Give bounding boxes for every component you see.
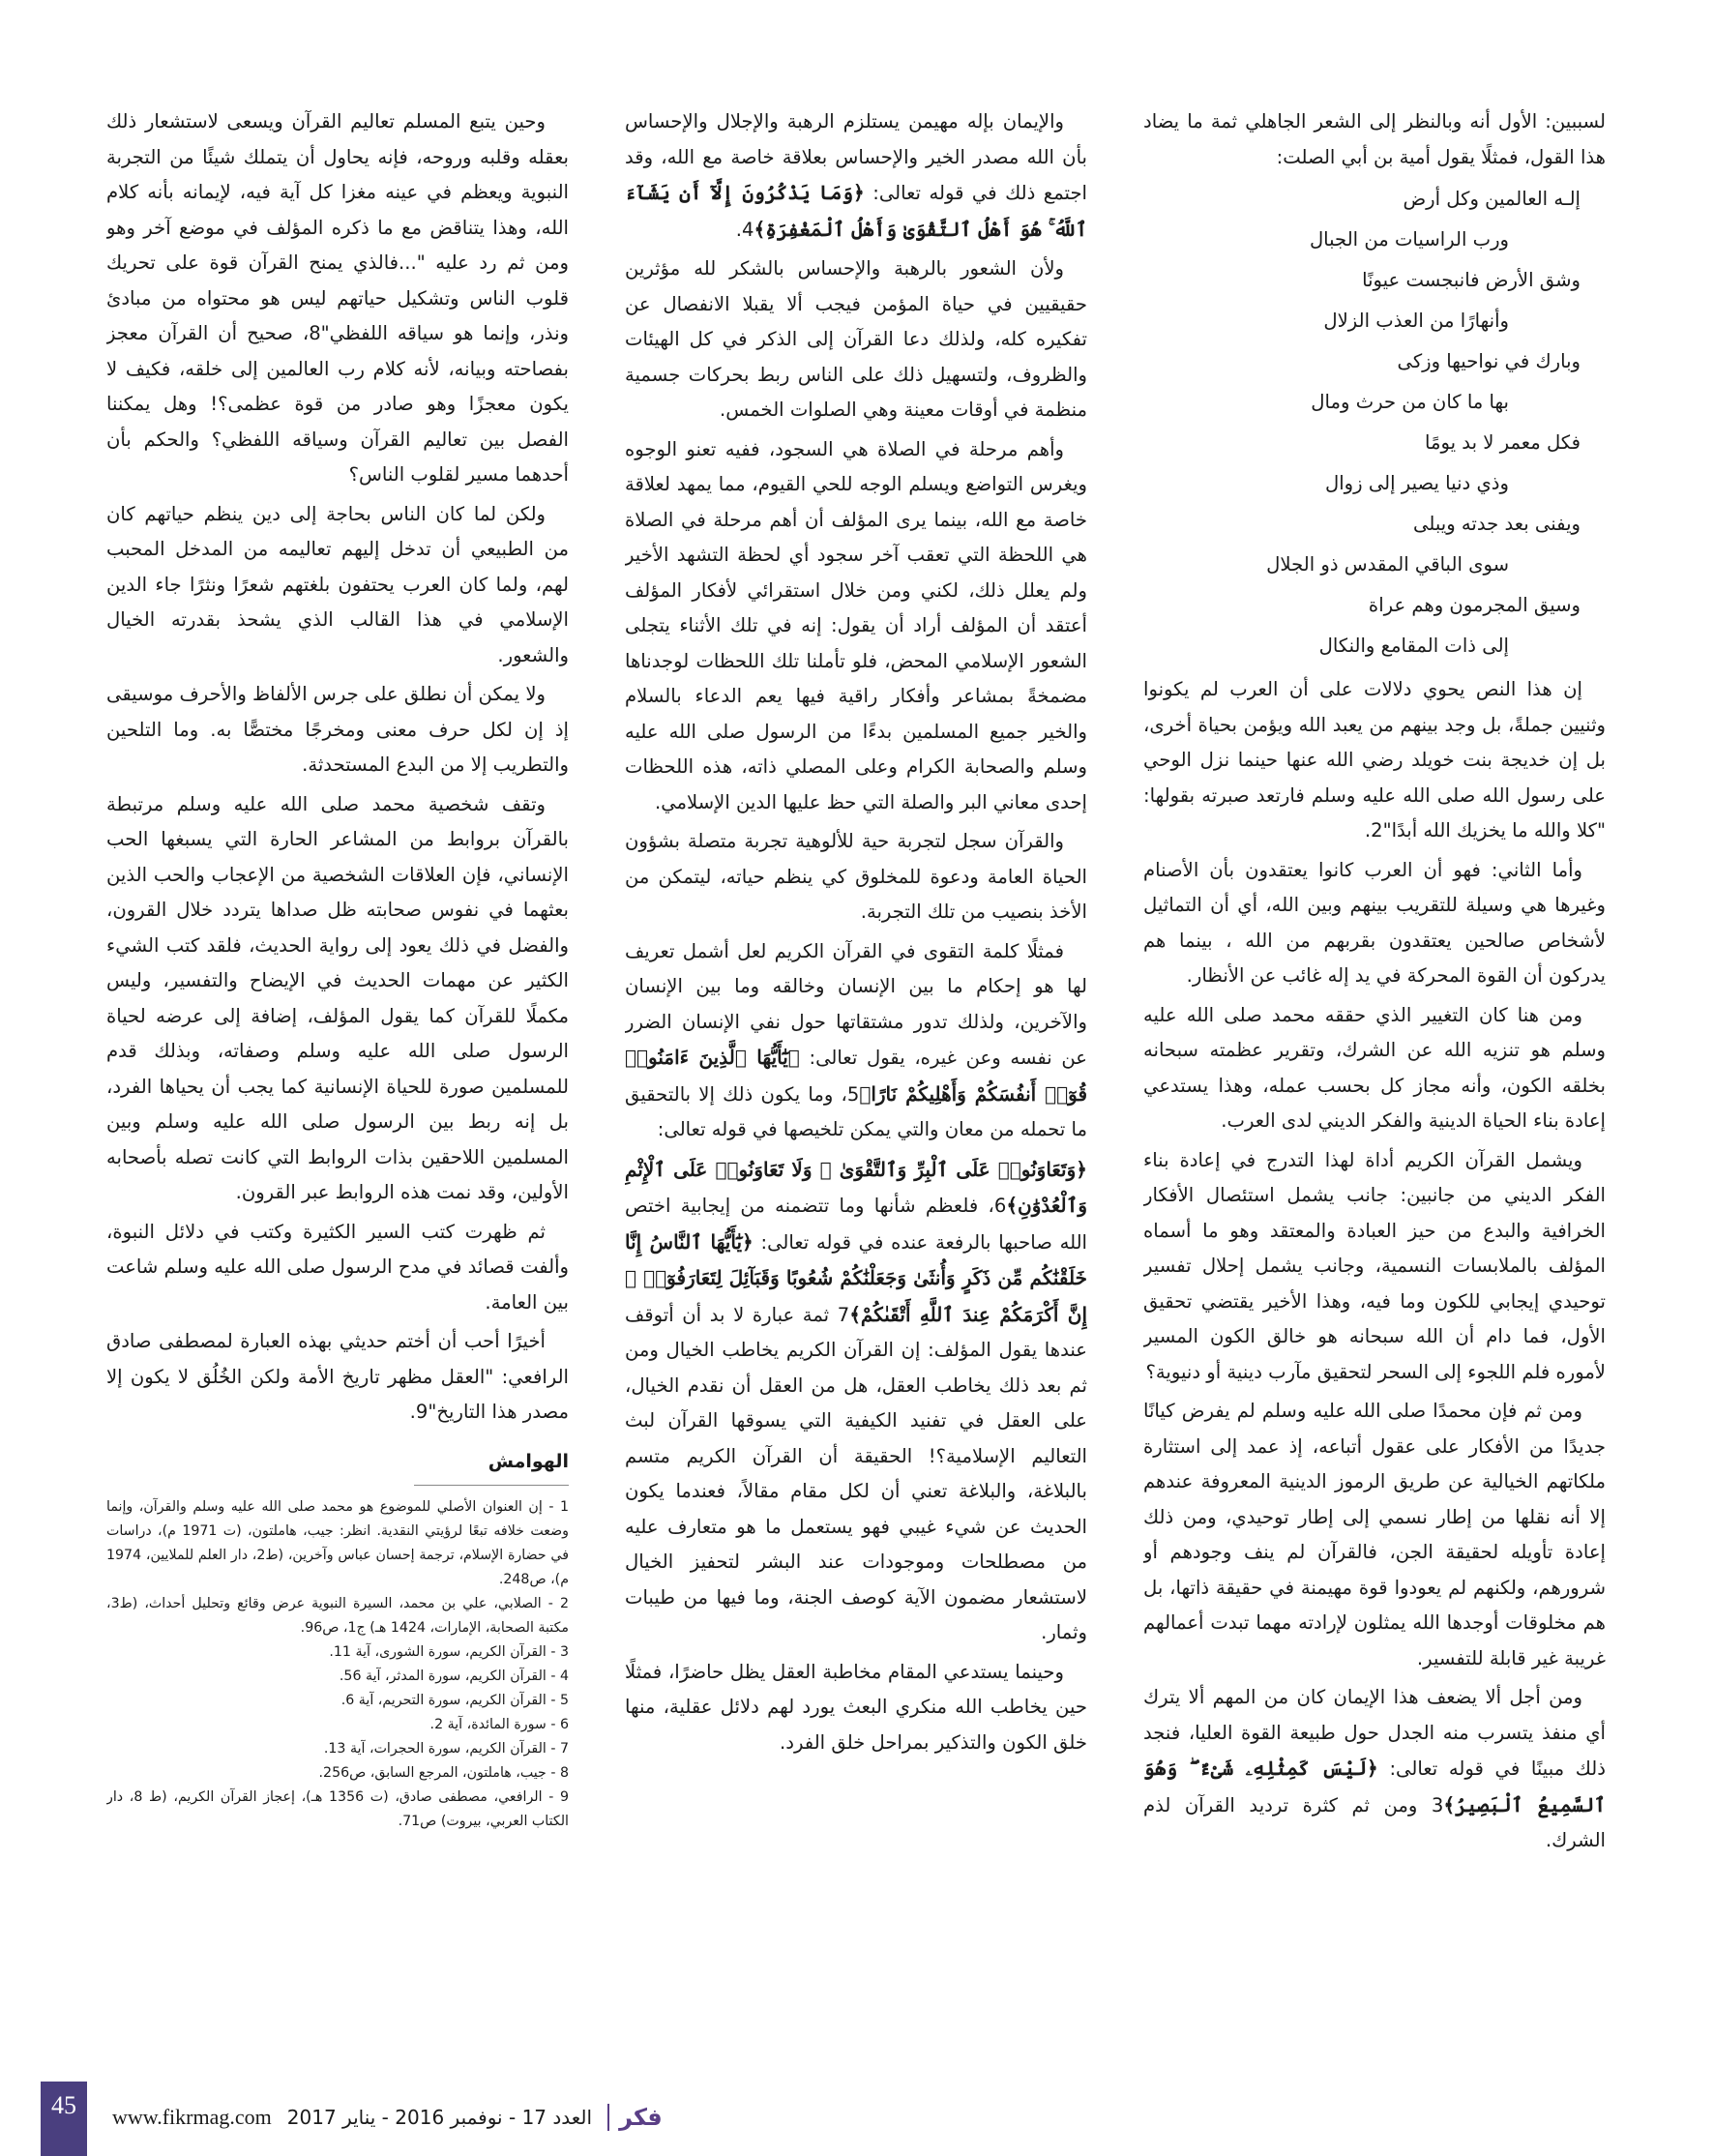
paragraph: ومن ثم فإن محمدًا صلى الله عليه وسلم لم يفرض كيانًا جديدًا من الأفكار على عقول أتباعه، إذ عمد إلى استثارة ملكاتهم الخيالية عن طريق الرموز الدينية المعروفة عندهم إلا أنه نقلها من إطار نسمي إلى إطار توحيدي، ومن ذلك إعادة تأويله لحقيقة الجن، فالقرآن لم ينف وجودهم أو شرورهم، ولكنهم لم يعودوا قوة مهيمنة في حقيقة ذاتها، بل هم مخلوقات أوجدها الله يمثلون لإرادته مهما تبدت أعمالهم غريبة غير قابلة للتفسير. xyxy=(1143,1400,1606,1669)
page-number: 45 xyxy=(51,2091,76,2119)
quran-verse: ﴿لَيْسَ كَمِثْلِهِۦ شَىْءٌ ۖ وَهُوَ ٱلسَّمِيعُ ٱلْبَصِيرُ﴾ xyxy=(1143,1757,1606,1816)
website-link[interactable]: www.fikrmag.com xyxy=(112,2105,272,2129)
poem-line: إلى ذات المقامع والنكال xyxy=(1318,635,1509,657)
footnote: 6 - سورة المائدة، آية 2. xyxy=(429,1717,569,1732)
article-columns xyxy=(106,104,1606,2049)
paragraph xyxy=(625,934,1087,1148)
paragraph: وتقف شخصية محمد صلى الله عليه وسلم مرتبطة بالقرآن بروابط من المشاعر الحارة التي يسبغها الحب الإنساني، فإن العلاقات الشخصية من الإعجاب والحب الذين بعثهما في نفوس صحابته ظل صداها يتردد خلال القرون، والفضل في ذلك يعود إلى رواية الحديث، فلقد كتب الشيء الكثير عن مهمات الحديث في الإيضاح والتفسير، وليس مكملًا للقرآن كما يقول المؤلف، إضافة إلى عرضه لحياة الرسول صلى الله عليه وسلم وصفاته، وبذلك قدم للمسلمين صورة للحياة الإنسانية كما يجب أن يحياها الفرد، بل إنه ربط بين الرسول صلى الله عليه وسلم وبين المسلمين اللاحقين بذات الروابط التي كانت تصله بأصحابه الأولين، وقد نمت هذه الروابط عبر القرون. xyxy=(106,792,569,1203)
footnote: 8 - جيب، هاملتون، المرجع السابق، ص256. xyxy=(318,1765,569,1781)
paragraph: ولا يمكن أن نطلق على جرس الألفاظ والأحرف موسيقى إذ إن لكل حرف معنى ومخرجًا مختصًّا به. وما التلحين والتطريب إلا من البدع المستحدثة. xyxy=(106,683,569,776)
paragraph xyxy=(1143,1680,1606,1859)
poem-line: فكل معمر لا بد يومًا xyxy=(1425,431,1581,454)
footnotes xyxy=(106,1495,569,1834)
poem-line: وذي دنيا يصير إلى زوال xyxy=(1324,472,1509,494)
text: 3 ومن ثم كثرة ترديد القرآن لذم الشرك. xyxy=(1143,1793,1606,1851)
column-right xyxy=(1143,104,1606,2049)
text: 6، فلعظم شأنها وما تتضمنه من إيجابية اختص الله صاحبها بالرفعة عنده في قوله تعالى: xyxy=(625,1195,1087,1254)
paragraph: ويشمل القرآن الكريم أداة لهذا التدرج في إعادة بناء الفكر الديني من جانبين: جانب يشمل استئصال الأفكار الخرافية والبدع من حيز العبادة والمعتقد وهو ما أسماه المؤلف بالملابسات النسمية، وجانب يشمل إحلال تفسير توحيدي إيجابي للكون وما فيه، وهذا الأخير يقتضي تحقيق الأول، فما دام أن الله سبحانه هو خالق الكون المسير لأموره فلم اللجوء إلى السحر لتحقيق مآرب دينية أو دنيوية؟ xyxy=(1143,1148,1606,1383)
footnote: 9 - الرافعي، مصطفى صادق، (ت 1356 هـ)، إعجاز القرآن الكريم، (ط 8، دار الكتاب العربي، بيروت) ص71. xyxy=(106,1789,569,1829)
quran-verse: ﴿وَتَعَاوَنُوا۟ عَلَى ٱلْبِرِّ وَٱلتَّقْوَىٰ ۖ وَلَا تَعَاوَنُوا۟ عَلَى ٱلْإِثْمِ وَٱلْعُدْوَٰنِ﴾ xyxy=(625,1157,1087,1217)
text: 4. xyxy=(735,218,754,241)
footnote: 3 - القرآن الكريم، سورة الشورى، آية 11. xyxy=(329,1644,569,1660)
poem-line: إلـه العالمين وكل أرض xyxy=(1403,188,1581,210)
paragraph xyxy=(625,1152,1087,1651)
paragraph: ومن هنا كان التغيير الذي حققه محمد صلى الله عليه وسلم هو تنزيه الله عن الشرك، وتقرير عظمته سبحانه بخلقه الكون، وأنه مجاز كل بحسب عمله، وهذا يستدعي إعادة بناء الحياة الدينية والفكر الديني لدى العرب. xyxy=(1143,1003,1606,1132)
poem-line: سوى الباقي المقدس ذو الجلال xyxy=(1266,553,1509,576)
poem-line: وبارك في نواحيها وزكى xyxy=(1397,350,1581,372)
text: 5، وما يكون ذلك إلا بالتحقيق ما تحمله من معان والتي يمكن تلخيصها في قوله تعالى: xyxy=(625,1082,1087,1140)
column-left xyxy=(106,104,569,2049)
paragraph: وحينما يستدعي المقام مخاطبة العقل يظل حاضرًا، فمثلًا حين يخاطب الله منكري البعث يورد لهم دلائل عقلية، منها خلق الكون والتذكير بمراحل خلق الفرد. xyxy=(625,1660,1087,1754)
footnote: 4 - القرآن الكريم، سورة المدثر، آية 56. xyxy=(339,1669,569,1684)
footnote: 5 - القرآن الكريم، سورة التحريم، آية 6. xyxy=(340,1693,569,1708)
paragraph: ولكن لما كان الناس بحاجة إلى دين ينظم حياتهم كان من الطبيعي أن تدخل إليهم تعاليمه من المدخل المحبب لهم، ولما كان العرب يحتفون بلغتهم شعرًا ونثرًا جاء الدين الإسلامي في هذا القالب الذي يشحذ بقدرته الخيال والشعور. xyxy=(106,502,569,666)
paragraph: وحين يتبع المسلم تعاليم القرآن ويسعى لاستشعار ذلك بعقله وقلبه وروحه، فإنه يحاول أن يتملك شيئًا من التجربة النبوية ويعظم في عينه مغزا كل آية فيه، لإيمانه بأنه كلام الله، وهذا يتناقض مع ما ذكره المؤلف في موضع آخر وهو ومن ثم رد عليه "...فالذي يمنح القرآن قوة على تحريك قلوب الناس وتشكيل حياتهم ليس هو محتواه من مبادئ ونذر، وإنما هو سياقه اللفظي"8، صحيح أن القرآن معجز بفصاحته وبيانه، لأنه كلام رب العالمين إلى خلقه، فكيف لا يكون معجزًا وهو صادر من قوة عظمى؟! وهل يمكننا الفصل بين تعاليم القرآن وسياقه اللفظي؟ والحكم بأن أحدهما مسير لقلوب الناس؟ xyxy=(106,110,569,486)
issue-info: العدد 17 - نوفمبر 2016 - يناير 2017 xyxy=(286,2106,593,2129)
paragraph: ولأن الشعور بالرهبة والإحساس بالشكر لله مؤثرين حقيقيين في حياة المؤمن فيجب ألا يقبلا الانفصال عن تفكيره كله، ولذلك دعا القرآن إلى الذكر في كل الهيئات والظروف، ولتسهيل ذلك على الناس ربط بحركات جسمية منظمة في أوقات معينة وهي الصلوات الخمس. xyxy=(625,257,1087,421)
poem-line: وسيق المجرمون وهم عراة xyxy=(1368,594,1581,616)
paragraph: وأما الثاني: فهو أن العرب كانوا يعتقدون بأن الأصنام وغيرها هي وسيلة للتقريب بينهم وبين الله، أي أن التماثيل لأشخاص صالحين يعتقدون بقربهم من الله ، بينما هم يدركون أن القوة المحركة في يد إله غائب عن الأنظار. xyxy=(1143,858,1606,987)
poem xyxy=(1143,179,1606,666)
text: والإيمان بإله مهيمن يستلزم الرهبة والإجلال والإحساس بأن الله مصدر الخير والإحساس بعلاقة خاصة مع الله، وقد اجتمع ذلك في قوله تعالى: xyxy=(625,110,1087,204)
footnote: 7 - القرآن الكريم، سورة الحجرات، آية 13. xyxy=(323,1741,569,1757)
quran-verse: ﴿وَمَا يَذْكُرُونَ إِلَّآ أَن يَشَآءَ ٱللَّهُ ۚ هُوَ أَهْلُ ٱلتَّقْوَىٰ وَأَهْلُ ٱلْمَغْفِرَةِ﴾ xyxy=(625,181,1087,241)
quran-verse: ﴿يَٰٓأَيُّهَا ٱلَّذِينَ ءَامَنُوا۟ قُوٓا۟ أَنفُسَكُمْ وَأَهْلِيكُمْ نَارًا﴾ xyxy=(625,1046,1087,1106)
text: 7 ثمة عبارة لا بد أن أتوقف عندها يقول المؤلف: إن القرآن الكريم يخاطب الخيال ومن ثم بعد ذلك يخاطب العقل، هل من العقل أن نقدم الخيال، على العقل في تفنيد الكيفية التي يسوقها القرآن لبث التعاليم الإسلامية؟! الحقيقة أن القرآن الكريم متسم بالبلاغة، والبلاغة تعني أن لكل مقام مقالاً، فعندما يكون الحديث عن شيء غيبي فهو يستعمل ما هو متعارف عليه من مصطلحات وموجودات عند البشر لتحفيز الخيال لاستشعار مضمون الآية كوصف الجنة، وما فيها من طيبات وثمار. xyxy=(625,1303,1087,1643)
footnote: 1 - إن العنوان الأصلي للموضوع هو محمد صلى الله عليه وسلم والقرآن، وإنما وضعت خلافه تبعًا لرؤيتي النقدية. انظر: جيب، هاملتون، (ت 1971 م)، دراسات في حضارة الإسلام، ترجمة إحسان عباس وآخرين، (ط2، دار العلم للملايين، 1974 م)، ص248. xyxy=(106,1499,569,1587)
text: فمثلًا كلمة التقوى في القرآن الكريم لعل أشمل تعريف لها هو إحكام ما بين الإنسان وخالقه وما بين الإنسان والآخرين، ولذلك تدور مشتقاتها حول نفي الإنسان الضرر عن نفسه وعن غيره، يقول تعالى: xyxy=(625,939,1087,1069)
quran-verse: ﴿يَٰٓأَيُّهَا ٱلنَّاسُ إِنَّا خَلَقْنَٰكُم مِّن ذَكَرٍ وَأُنثَىٰ وَجَعَلْنَٰكُمْ شُعُوبًا وَقَبَآئِلَ لِتَعَارَفُوٓا۟ ۚ إِنَّ أَكْرَمَكُمْ عِندَ ٱللَّهِ أَتْقَىٰكُمْ﴾ xyxy=(625,1229,1087,1326)
poem-line: ورب الراسيات من الجبال xyxy=(1309,228,1509,251)
paragraph: إن هذا النص يحوي دلالات على أن العرب لم يكونوا وثنيين جملةً، بل وجد بينهم من يعبد الله ويؤمن بحياة أخرى، بل إن خديجة بنت خويلد رضي الله عنها حينما نزل الوحي على رسول الله صلى الله عليه وسلم فارتعد صبرته بقولها: "كلا والله ما يخزيك الله أبدًا"2. xyxy=(1143,678,1606,842)
page-footer xyxy=(112,2104,663,2131)
poem-line: ويفنى بعد جدته ويبلى xyxy=(1413,513,1581,535)
paragraph: لسببين: الأول أنه وبالنظر إلى الشعر الجاهلي ثمة ما يضاد هذا القول، فمثلًا يقول أمية بن أبي الصلت: xyxy=(1143,110,1606,168)
magazine-logo: فكر xyxy=(607,2104,663,2131)
column-middle xyxy=(625,104,1087,2049)
footnote: 2 - الصلابي، علي بن محمد، السيرة النبوية عرض وقائع وتحليل أحداث، (ط3، مكتبة الصحابة، الإمارات، 1424 هـ) ج1، ص96. xyxy=(106,1596,569,1636)
poem-line: وأنهارًا من العذب الزلال xyxy=(1323,310,1509,332)
footnotes-title: الهوامش xyxy=(414,1444,569,1487)
text: ومن أجل ألا يضعف هذا الإيمان كان من المهم ألا يترك أي منفذ يتسرب منه الجدل حول طبيعة القوة العليا، فنجد ذلك مبينًا في قوله تعالى: xyxy=(1143,1686,1606,1780)
paragraph: وأهم مرحلة في الصلاة هي السجود، ففيه تعنو الوجوه ويغرس التواضع ويسلم الوجه للحي القيوم، مما يمهد لعلاقة خاصة مع الله، بينما يرى المؤلف أن أهم مرحلة في الصلاة هي اللحظة التي تعقب آخر سجود أي لحظة التشهد الأخير ولم يعلل ذلك، لكني ومن خلال استقرائي لأفكار المؤلف أعتقد أن المؤلف أراد أن يقول: إنه في تلك الأثناء يتجلى الشعور الإسلامي المحض، فلو تأملنا تلك اللحظات لوجدناها مضمخةً بمشاعر وأفكار راقية فيها يعم الدعاء بالسلام والخير جميع المسلمين بدءًا من الرسول صلى الله عليه وسلم والصحابة الكرام وعلى المصلي ذاته، هذه اللحظات إحدى معاني البر والصلة التي حظ عليها الدين الإسلامي. xyxy=(625,437,1087,813)
paragraph: ثم ظهرت كتب السير الكثيرة وكتب في دلائل النبوة، وألفت قصائد في مدح الرسول صلى الله عليه وسلم شاعت بين العامة. xyxy=(106,1220,569,1314)
poem-line: بها ما كان من حرث ومال xyxy=(1311,391,1509,413)
paragraph xyxy=(625,104,1087,248)
poem-line: وشق الأرض فانبجست عيونًا xyxy=(1362,269,1581,291)
paragraph: والقرآن سجل لتجربة حية للألوهية تجربة متصلة بشؤون الحياة العامة ودعوة للمخلوق كي ينظم حياته، ليتمكن من الأخذ بنصيب من تلك التجربة. xyxy=(625,830,1087,923)
paragraph: أخيرًا أحب أن أختم حديثي بهذه العبارة لمصطفى صادق الرافعي: "العقل مظهر تاريخ الأمة ولكن الخُلُق لا يكون إلا مصدر هذا التاريخ"9. xyxy=(106,1330,569,1423)
